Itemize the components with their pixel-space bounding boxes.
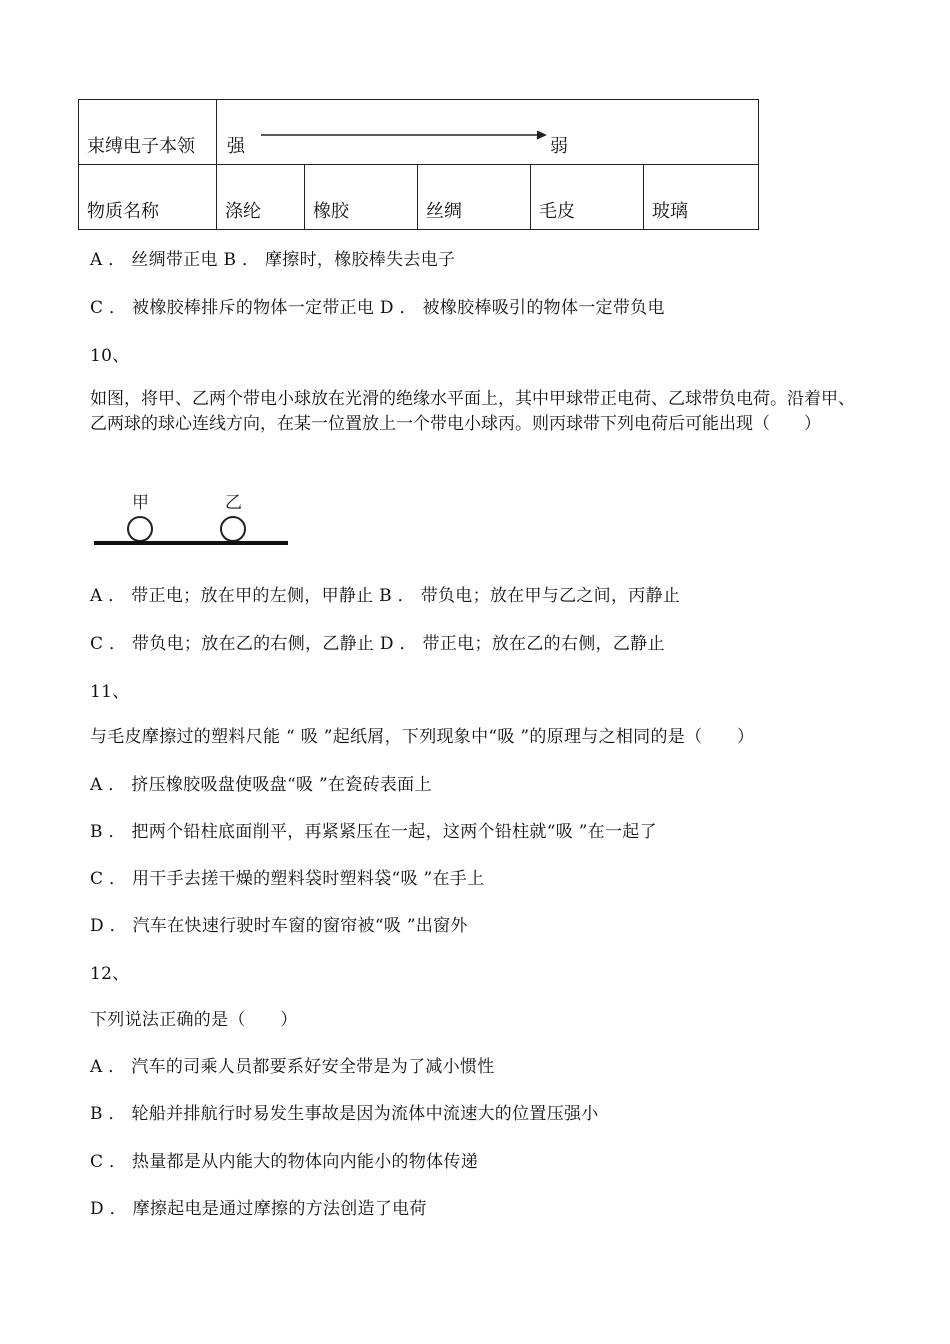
table-row [79,100,759,165]
strong-label: 强 [227,136,245,157]
q10-options-cd: C ． 带负电；放在乙的右侧，乙静止 D ． 带正电；放在乙的右侧，乙静止 [90,634,665,654]
q10-stem: 如图，将甲、乙两个带电小球放在光滑的绝缘水平面上，其中甲球带正电荷、乙球带负电荷。沿着甲、乙两球的球心连线方向，在某一位置放上一个带电小球丙。则丙球带下列电荷后可能出现（ ） [90,389,855,434]
material-cell: 丝绸 [418,165,531,230]
q10-figure-balls [90,486,290,550]
binding-scale [225,128,758,158]
q11-option-b: B ． 把两个铅柱底面削平，再紧紧压在一起，这两个铅柱就“吸 ”在一起了 [90,822,657,842]
q12-option-a: A ． 汽车的司乘人员都要系好安全带是为了减小惯性 [90,1057,495,1077]
q11-number: 11、 [90,682,130,702]
q12-stem: 下列说法正确的是（ ） [90,1010,298,1030]
q11-option-a: A ． 挤压橡胶吸盘使吸盘“吸 ”在瓷砖表面上 [90,775,432,795]
q10-number: 10、 [90,346,130,366]
material-cell: 毛皮 [531,165,644,230]
q9-options-cd: C ． 被橡胶棒排斥的物体一定带正电 D ． 被橡胶棒吸引的物体一定带负电 [90,298,665,318]
q12-option-b: B ． 轮船并排航行时易发生事故是因为流体中流速大的位置压强小 [90,1104,599,1124]
q11-option-d: D ． 汽车在快速行驶时车窗的窗帘被“吸 ”出窗外 [90,916,468,936]
q12-option-d: D ． 摩擦起电是通过摩擦的方法创造了电荷 [90,1199,427,1219]
ball-a-icon [128,517,152,541]
q9-options-ab: A ． 丝绸带正电 B ． 摩擦时，橡胶棒失去电子 [90,250,456,270]
q12-option-c: C ． 热量都是从内能大的物体向内能小的物体传递 [90,1152,479,1172]
strong-to-weak-arrow-icon [261,128,547,142]
table-header-material: 物质名称 [79,165,217,230]
binding-scale-cell [217,100,759,165]
table-row [79,165,759,230]
table-header-binding: 束缚电子本领 [79,100,217,165]
q10-options-ab: A ． 带正电；放在甲的左侧，甲静止 B ． 带负电；放在甲与乙之间，丙静止 [90,586,681,606]
ball-b-label: 乙 [225,493,242,513]
q12-number: 12、 [90,964,130,984]
material-cell: 涤纶 [217,165,305,230]
material-cell: 橡胶 [305,165,418,230]
weak-label: 弱 [550,136,568,157]
electron-binding-table [78,99,759,230]
q11-option-c: C ． 用干手去搓干燥的塑料袋时塑料袋“吸 ”在手上 [90,869,485,889]
material-cell: 玻璃 [644,165,759,230]
ball-b-icon [221,517,245,541]
ball-a-label: 甲 [132,493,149,513]
q11-stem: 与毛皮摩擦过的塑料尺能 “ 吸 ”起纸屑，下列现象中“吸 ”的原理与之相同的是（ ） [90,727,755,747]
